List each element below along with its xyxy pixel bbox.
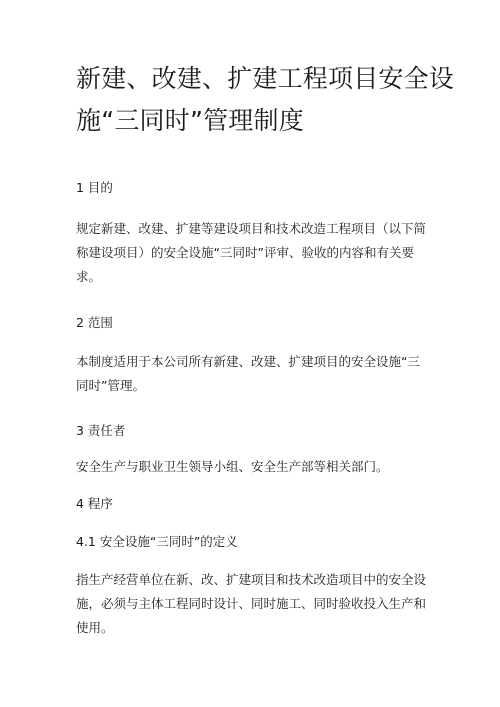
document-title-line: 新建、改建、扩建工程项目安全设 — [76, 64, 455, 93]
section-4-heading: 4 程序 — [76, 496, 113, 511]
paragraph-line: 使用。 — [76, 620, 114, 635]
paragraph-line: 规定新建、改建、扩建等建设项目和技术改造工程项目（以下简 — [76, 221, 427, 236]
document-title — [76, 58, 455, 142]
section-4-1-body — [76, 568, 426, 640]
section-2-heading: 2 范围 — [76, 315, 113, 330]
paragraph-line: 同时”管理。 — [76, 378, 145, 393]
section-4-1-heading: 4.1 安全设施“三同时”的定义 — [76, 534, 238, 549]
paragraph-line: 指生产经营单位在新、改、扩建项目和技术改造项目中的安全设 — [76, 572, 427, 587]
paragraph-line: 本制度适用于本公司所有新建、改建、扩建项目的安全设施“三 — [76, 354, 420, 369]
section-1-body — [76, 217, 426, 289]
paragraph-line: 安全生产与职业卫生领导小组、安全生产部等相关部门。 — [76, 459, 389, 474]
section-3-body — [76, 455, 426, 479]
paragraph-line: 施，必须与主体工程同时设计、同时施工、同时验收投入生产和 — [76, 596, 427, 611]
section-1-heading: 1 目的 — [76, 180, 113, 195]
document-title-line: 施“三同时”管理制度 — [76, 106, 304, 135]
section-3-heading: 3 责任者 — [76, 423, 126, 438]
paragraph-line: 求。 — [76, 269, 102, 284]
section-2-body — [76, 350, 426, 398]
paragraph-line: 称建设项目）的安全设施“三同时”评审、验收的内容和有关要 — [76, 245, 414, 260]
